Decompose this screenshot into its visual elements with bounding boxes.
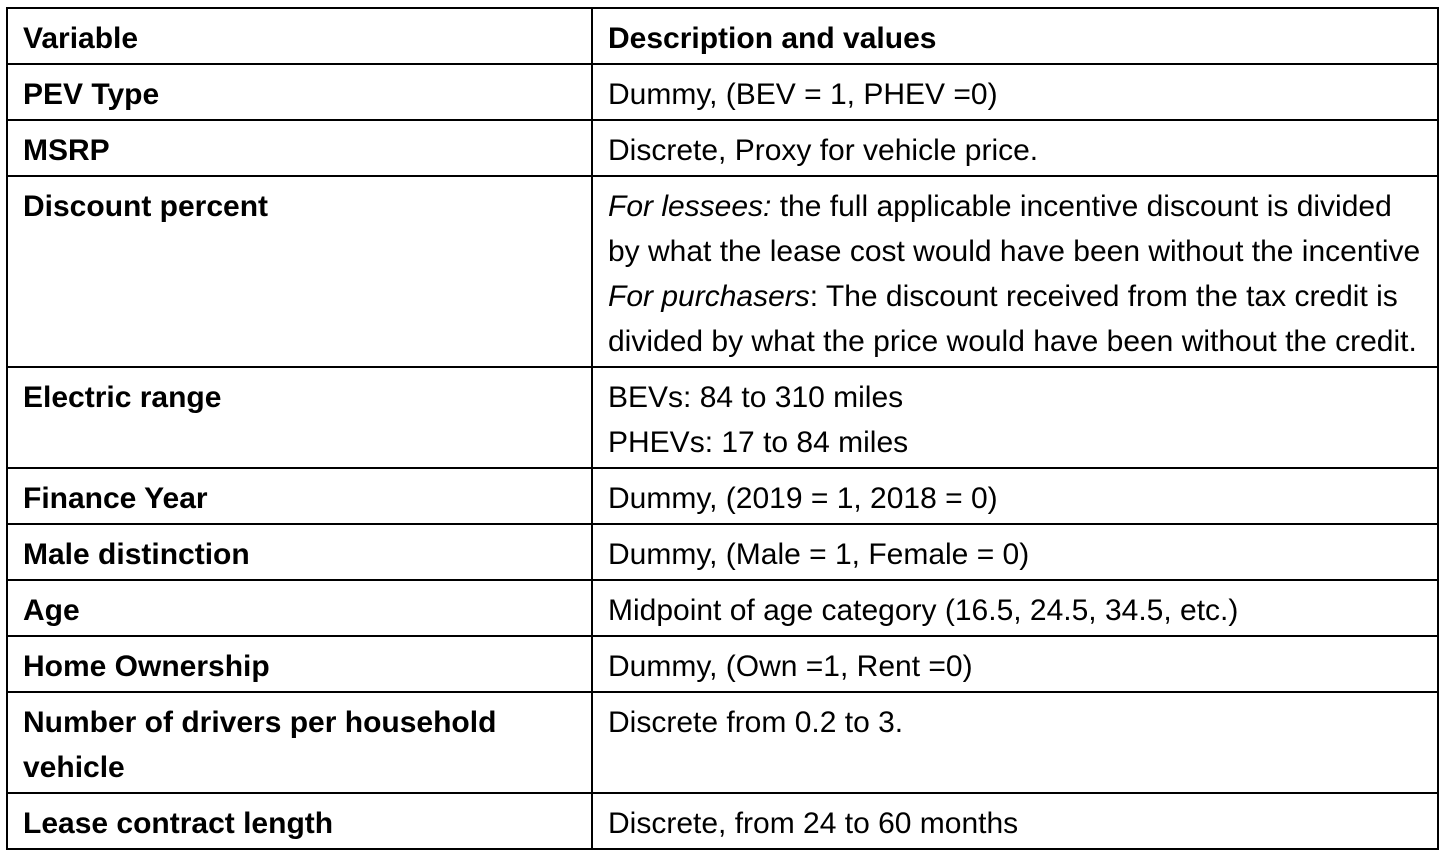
description-line: BEVs: 84 to 310 miles (608, 381, 904, 414)
description-cell (592, 692, 1438, 793)
variable-cell: Age (7, 580, 592, 636)
table-header-row (7, 8, 1438, 64)
variable-cell: Discount percent (7, 176, 592, 367)
table-row (7, 524, 1438, 580)
variable-cell: PEV Type (7, 64, 592, 120)
table-row (7, 692, 1438, 793)
description-line: Dummy, (Male = 1, Female = 0) (608, 538, 1030, 571)
table-row (7, 176, 1438, 367)
description-line: Discrete, from 24 to 60 months (608, 807, 1019, 840)
description-line: Discrete, Proxy for vehicle price. (608, 134, 1039, 167)
variable-cell: Number of drivers per household vehicle (7, 692, 592, 793)
variables-table (6, 7, 1439, 850)
description-cell (592, 120, 1438, 176)
description-cell (592, 176, 1438, 367)
description-line: Midpoint of age category (16.5, 24.5, 34.5, etc.) (608, 594, 1239, 627)
lessees-text: the full applicable incentive discount is divided by what the lease cost would have been without the incentive (608, 190, 1421, 268)
variable-cell: Electric range (7, 367, 592, 468)
description-cell (592, 524, 1438, 580)
description-cell (592, 636, 1438, 692)
variable-cell: Lease contract length (7, 793, 592, 849)
description-line: Discrete from 0.2 to 3. (608, 706, 904, 739)
purchasers-label: For purchasers (608, 280, 810, 313)
description-line: Dummy, (BEV = 1, PHEV =0) (608, 78, 998, 111)
table-row (7, 636, 1438, 692)
variable-cell: Male distinction (7, 524, 592, 580)
variable-cell: Home Ownership (7, 636, 592, 692)
description-line: Dummy, (2019 = 1, 2018 = 0) (608, 482, 998, 515)
description-line: Dummy, (Own =1, Rent =0) (608, 650, 973, 683)
header-description: Description and values (592, 8, 1438, 64)
header-variable: Variable (7, 8, 592, 64)
description-cell (592, 468, 1438, 524)
description-cell (592, 64, 1438, 120)
table-row (7, 120, 1438, 176)
table-row (7, 580, 1438, 636)
purchasers-paragraph (608, 274, 1422, 364)
table-row (7, 468, 1438, 524)
purchasers-text: : The discount received from the tax credit is divided by what the price would have been without the credit. (608, 280, 1417, 358)
lessees-label: For lessees: (608, 190, 772, 223)
description-cell (592, 793, 1438, 849)
description-cell (592, 580, 1438, 636)
variable-cell: MSRP (7, 120, 592, 176)
variable-cell: Finance Year (7, 468, 592, 524)
lessees-paragraph (608, 184, 1422, 274)
table-row (7, 367, 1438, 468)
table-row (7, 793, 1438, 849)
description-line: PHEVs: 17 to 84 miles (608, 426, 909, 459)
table-row (7, 64, 1438, 120)
description-cell (592, 367, 1438, 468)
